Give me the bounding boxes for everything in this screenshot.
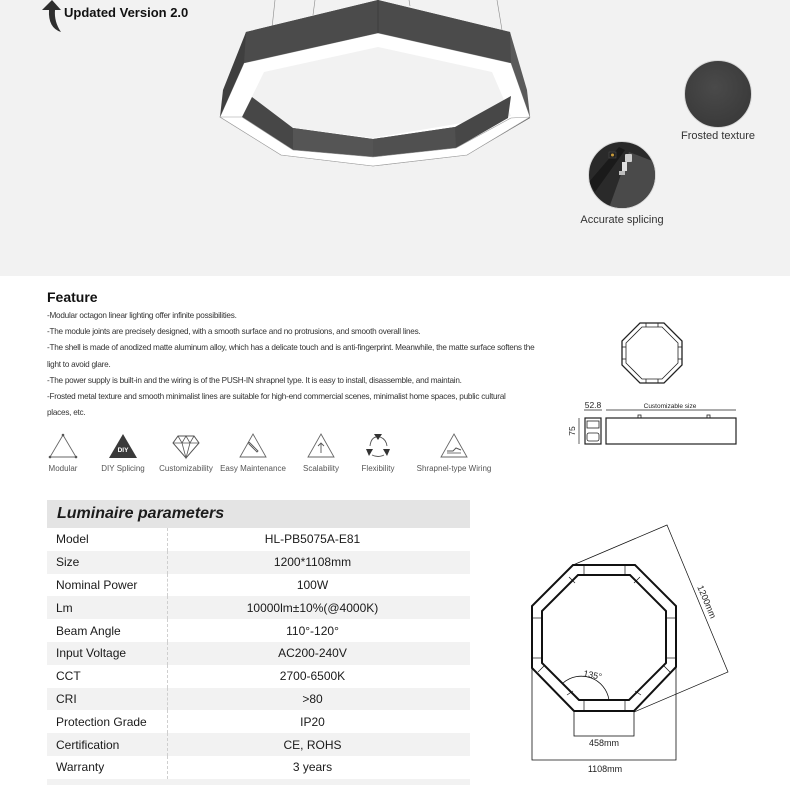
column-divider xyxy=(167,710,168,733)
param-value: HL-PB5075A-E81 xyxy=(264,532,361,547)
param-value: IP20 xyxy=(300,714,325,729)
param-key: Beam Angle xyxy=(56,623,121,638)
octagon-top-view xyxy=(622,323,682,383)
param-key: Certification xyxy=(56,737,120,752)
frosted-texture-label: Frosted texture xyxy=(681,130,755,142)
feature-icon-label: Flexibility xyxy=(361,464,395,473)
feature-icon-flexibility xyxy=(356,432,400,473)
wrench-triangle-icon xyxy=(238,432,268,460)
column-divider xyxy=(167,574,168,597)
param-key: Protection Grade xyxy=(56,714,147,729)
column-divider xyxy=(167,596,168,619)
param-value: 110°-120° xyxy=(286,623,339,638)
triangle-dots-icon xyxy=(48,432,78,460)
params-row xyxy=(47,619,470,642)
feature-line: -Frosted metal texture and smooth minimalist lines are suitable for high-end commercial scenes, minimalist home spaces, public cultural places, etc. xyxy=(47,392,506,418)
params-row xyxy=(47,528,470,551)
feature-icon-label: DIY Splicing xyxy=(101,464,145,473)
column-divider xyxy=(167,528,168,551)
column-divider xyxy=(167,688,168,711)
feature-line: -The power supply is built-in and the wiring is of the PUSH-IN shrapnel type. It is easy to install, disassemble, and maintain. xyxy=(47,375,462,385)
feature-icon-scalability xyxy=(296,432,346,473)
hero-banner xyxy=(0,0,790,276)
param-key: CRI xyxy=(56,691,77,706)
feature-icon-customizability xyxy=(156,432,216,473)
params-row xyxy=(47,596,470,619)
accurate-splicing-label: Accurate splicing xyxy=(580,214,664,226)
params-row xyxy=(47,733,470,756)
feature-icon-label: Shrapnel-type Wiring xyxy=(416,464,492,473)
feature-icon-easy-maintenance xyxy=(218,432,288,473)
param-key: CCT xyxy=(56,669,81,684)
feature-icon-label: Scalability xyxy=(302,464,339,473)
param-key: Input Voltage xyxy=(56,646,127,661)
version-badge xyxy=(40,0,189,34)
cycle-arrows-icon xyxy=(363,432,393,460)
segment-dimension-label: 458mm xyxy=(588,738,620,748)
version-label: Updated Version 2.0 xyxy=(64,5,189,20)
accurate-splicing-image xyxy=(588,141,656,209)
profile-length-label: Customizable size xyxy=(643,403,697,410)
cross-section-view xyxy=(579,410,602,444)
param-value: CE, ROHS xyxy=(283,737,342,752)
frosted-texture-callout xyxy=(673,60,763,142)
params-row xyxy=(47,688,470,711)
feature-line: -Modular octagon linear lighting offer infinite possibilities. xyxy=(47,311,237,320)
feature-section xyxy=(47,289,547,421)
feature-icon-label: Customizability xyxy=(159,464,213,473)
width-dimension-label: 1108mm xyxy=(587,764,623,774)
wiring-triangle-icon xyxy=(439,432,469,460)
feature-title: Feature xyxy=(47,289,98,305)
params-footer-stripe xyxy=(47,779,470,785)
feature-icon-label: Easy Maintenance xyxy=(220,464,286,473)
diamond-icon xyxy=(171,432,201,460)
feature-icons-row xyxy=(44,432,494,473)
param-value: >80 xyxy=(302,691,323,706)
param-value: 1200*1108mm xyxy=(273,555,352,570)
column-divider xyxy=(167,733,168,756)
feature-icon-shrapnel-wiring xyxy=(414,432,494,473)
param-value: AC200-240V xyxy=(278,646,347,661)
params-row xyxy=(47,642,470,665)
column-divider xyxy=(167,642,168,665)
param-value: 100W xyxy=(296,577,329,592)
diagonal-dimension-label: 1200mm xyxy=(695,583,719,620)
feature-icon-modular xyxy=(44,432,82,473)
param-value: 3 years xyxy=(292,760,333,775)
curved-arrow-icon xyxy=(40,0,66,34)
params-row xyxy=(47,574,470,597)
arrow-up-triangle-icon xyxy=(306,432,336,460)
accurate-splicing-callout xyxy=(570,141,674,226)
diy-badge-text: DIY xyxy=(117,447,129,454)
param-key: Nominal Power xyxy=(56,577,138,592)
profile-width-label: 52.8 xyxy=(584,400,602,410)
params-row xyxy=(47,551,470,574)
params-row xyxy=(47,756,470,779)
profile-height-label: 75 xyxy=(567,426,577,436)
feature-icon-diy-splicing xyxy=(94,432,152,473)
param-key: Lm xyxy=(56,600,73,615)
param-value: 10000lm±10%(@4000K) xyxy=(246,600,379,615)
params-row xyxy=(47,710,470,733)
feature-line: -The module joints are precisely designed, with a smooth surface and no protrusions, and smooth overall lines. xyxy=(47,327,421,337)
param-key: Size xyxy=(56,555,80,570)
feature-line: -The shell is made of anodized matte aluminum alloy, which has a delicate touch and is anti-fingerprint. Meanwhile, the matte surface softens the light to avoid glare. xyxy=(47,343,535,369)
column-divider xyxy=(167,619,168,642)
angle-label: 135° xyxy=(582,668,603,682)
params-row xyxy=(47,665,470,688)
param-key: Model xyxy=(56,532,89,547)
profile-diagram xyxy=(560,300,760,450)
feature-icon-label: Modular xyxy=(48,464,78,473)
splicing-joint-icon xyxy=(589,142,655,208)
side-view xyxy=(606,410,736,444)
diy-triangle-icon xyxy=(108,432,138,460)
column-divider xyxy=(167,756,168,779)
dimension-diagram xyxy=(510,515,750,786)
param-key: Warranty xyxy=(56,760,105,775)
column-divider xyxy=(167,551,168,574)
column-divider xyxy=(167,665,168,688)
frosted-texture-swatch xyxy=(684,60,752,128)
luminaire-parameters-table xyxy=(47,500,470,785)
param-value: 2700-6500K xyxy=(279,669,346,684)
params-title: Luminaire parameters xyxy=(47,500,470,528)
octagon-pendant-lamp-image xyxy=(200,0,540,180)
